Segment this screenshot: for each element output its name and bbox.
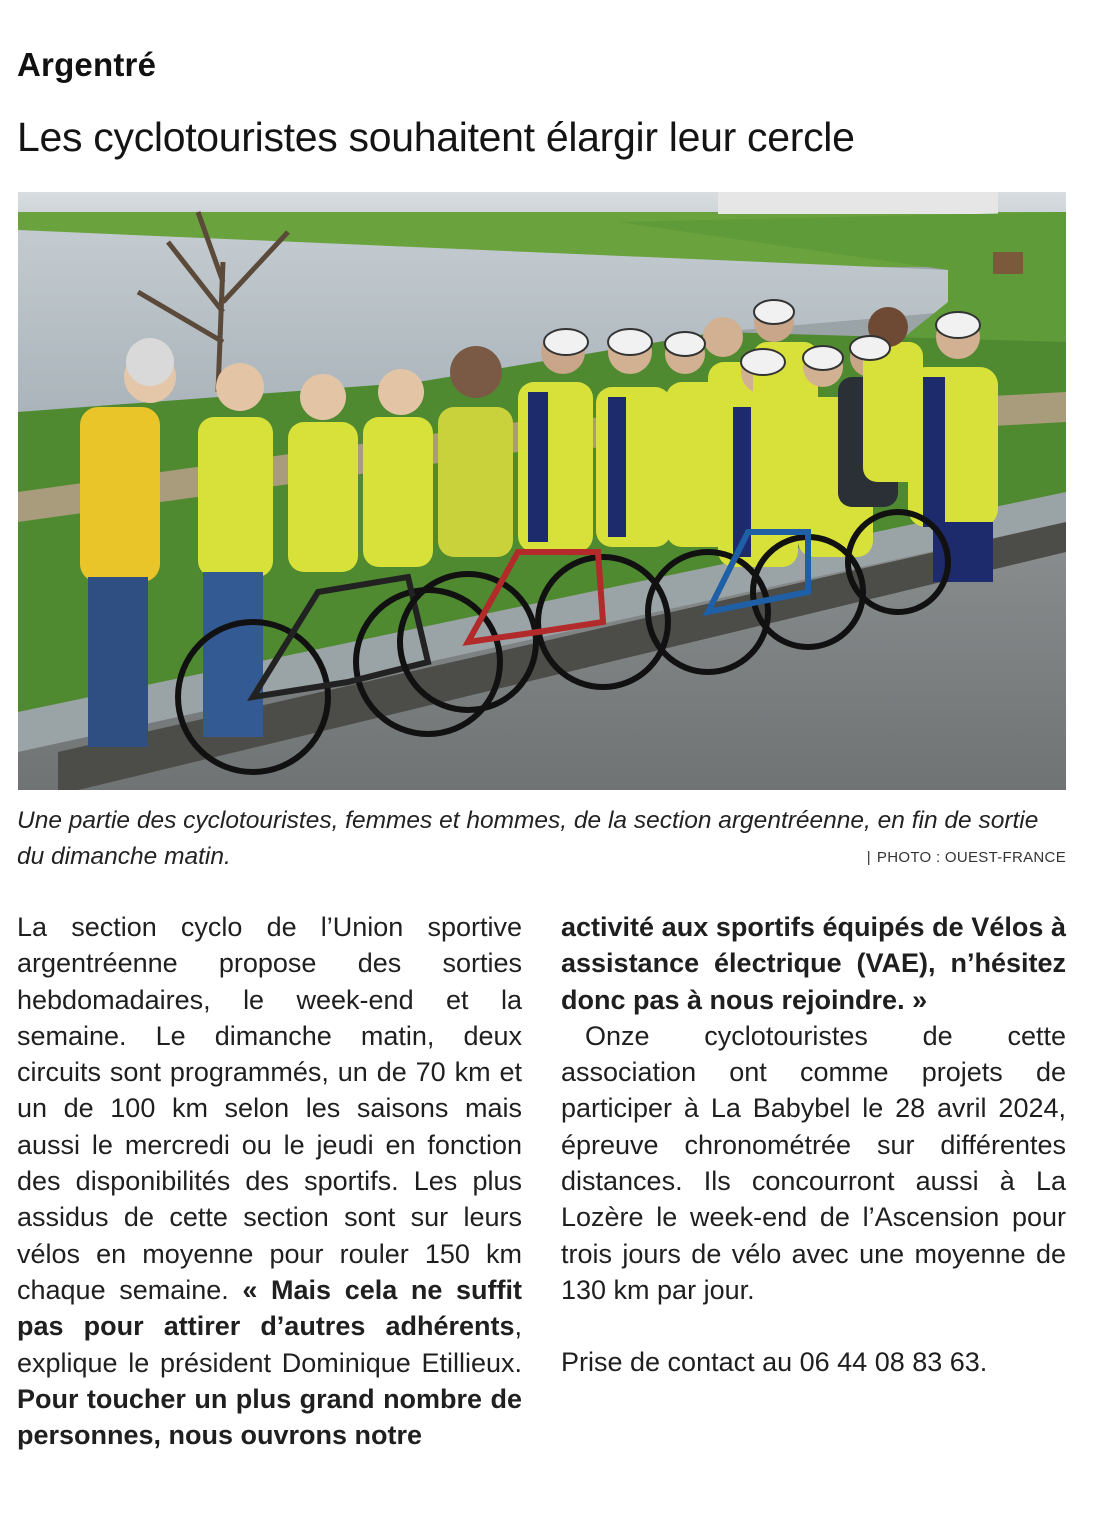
attribution-text: , explique le président Dominique Etillieux. <box>17 1311 522 1378</box>
caption-text: Une partie des cyclotouristes, femmes et hommes, de la section argentréenne, en fin de sortie du dimanche matin. <box>17 807 1039 870</box>
article-paragraph-2: Onze cyclotouristes de cette association ont comme projets de participer à La Babybel le 28 avril 2024, épreuve chronométrée sur différentes distances. Ils concourront aussi à La Lozère le week-end de l’Ascension pour trois jours de vélo avec une moyenne de 130 km par jour. <box>561 1020 1066 1305</box>
article-column-left <box>17 909 522 1453</box>
intro-text: La section cyclo de l’Union sportive argentréenne propose des sorties hebdomadaires, le week-end et la semaine. Le dimanche matin, deux circuits sont programmés, un de 70 km et un de 100 km selon les saisons mais aussi le mercredi ou le jeudi en fonction des disponibilités des sportifs. Les plus assidus de cette section sont sur leurs vélos en moyenne pour rouler 150 km chaque semaine. <box>17 912 522 1305</box>
credit-separator: | <box>866 849 871 866</box>
quote-part-1: « Mais cela ne suffit pas pour attirer d’autres adhérents <box>17 1274 522 1342</box>
article-headline: Les cyclotouristes souhaitent élargir leur cercle <box>17 114 855 160</box>
paragraph-gap <box>561 1308 1066 1344</box>
article-paragraph-1 <box>17 909 522 1453</box>
article-column-right <box>561 909 1066 1381</box>
credit-text: PHOTO : OUEST-FRANCE <box>876 849 1066 866</box>
cyclists-group-photo <box>18 192 1066 790</box>
article-kicker: Argentré <box>17 46 157 83</box>
article-photo <box>18 192 1066 790</box>
quote-continuation: activité aux sportifs équipés de Vélos à assistance électrique (VAE), n’hésitez donc pas à nous rejoindre. » <box>561 912 1066 1015</box>
quote-part-2: Pour toucher un plus grand nombre de personnes, nous ouvrons notre <box>17 1383 522 1451</box>
photo-credit <box>867 849 1066 866</box>
contact-line: Prise de contact au 06 44 08 83 63. <box>561 1347 988 1378</box>
